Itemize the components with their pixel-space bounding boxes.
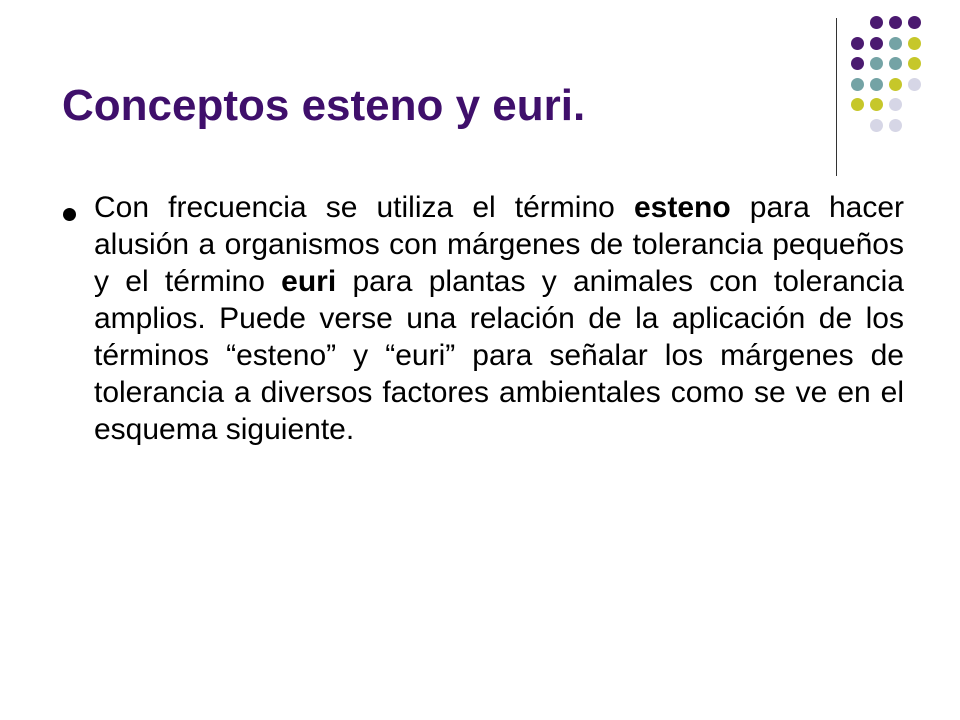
decorative-dot [870, 57, 883, 70]
decorative-dot [870, 98, 883, 111]
decorative-dot [870, 16, 883, 29]
decorative-dot [889, 57, 902, 70]
body-bold-term: euri [281, 265, 337, 298]
decorative-dot [908, 16, 921, 29]
body-text-segment: para plantas y animales con tolerancia amplios. Puede verse una relación de la aplicación de los términos “esteno” y “euri” para señalar los márgenes de tolerancia a diversos factores ambientales como se ve en el esquema siguiente. [94, 265, 904, 446]
decorative-dot [889, 78, 902, 91]
decorative-dot [889, 119, 902, 132]
decorative-dot [889, 16, 902, 29]
decorative-dot [889, 98, 902, 111]
vertical-divider [836, 18, 837, 176]
decorative-dot [851, 57, 864, 70]
bullet-icon [63, 208, 76, 221]
body-paragraph [94, 189, 904, 448]
decorative-dot [889, 37, 902, 50]
decorative-dot [908, 57, 921, 70]
slide-title: Conceptos esteno y euri. [62, 81, 586, 130]
decorative-dot [851, 37, 864, 50]
decorative-dot [908, 37, 921, 50]
decorative-dot [851, 98, 864, 111]
body-bold-term: esteno [633, 191, 731, 224]
body-text-segment: para hacer alusión a organismos con márgenes de tolerancia pequeños y el término [94, 191, 904, 298]
decorative-dot [851, 78, 864, 91]
decorative-dot [870, 119, 883, 132]
decorative-dot [870, 37, 883, 50]
decorative-dot [908, 78, 921, 91]
decorative-dot-grid [851, 16, 951, 156]
body-text-segment: Con frecuencia se utiliza el término [94, 191, 634, 224]
decorative-dot [870, 78, 883, 91]
